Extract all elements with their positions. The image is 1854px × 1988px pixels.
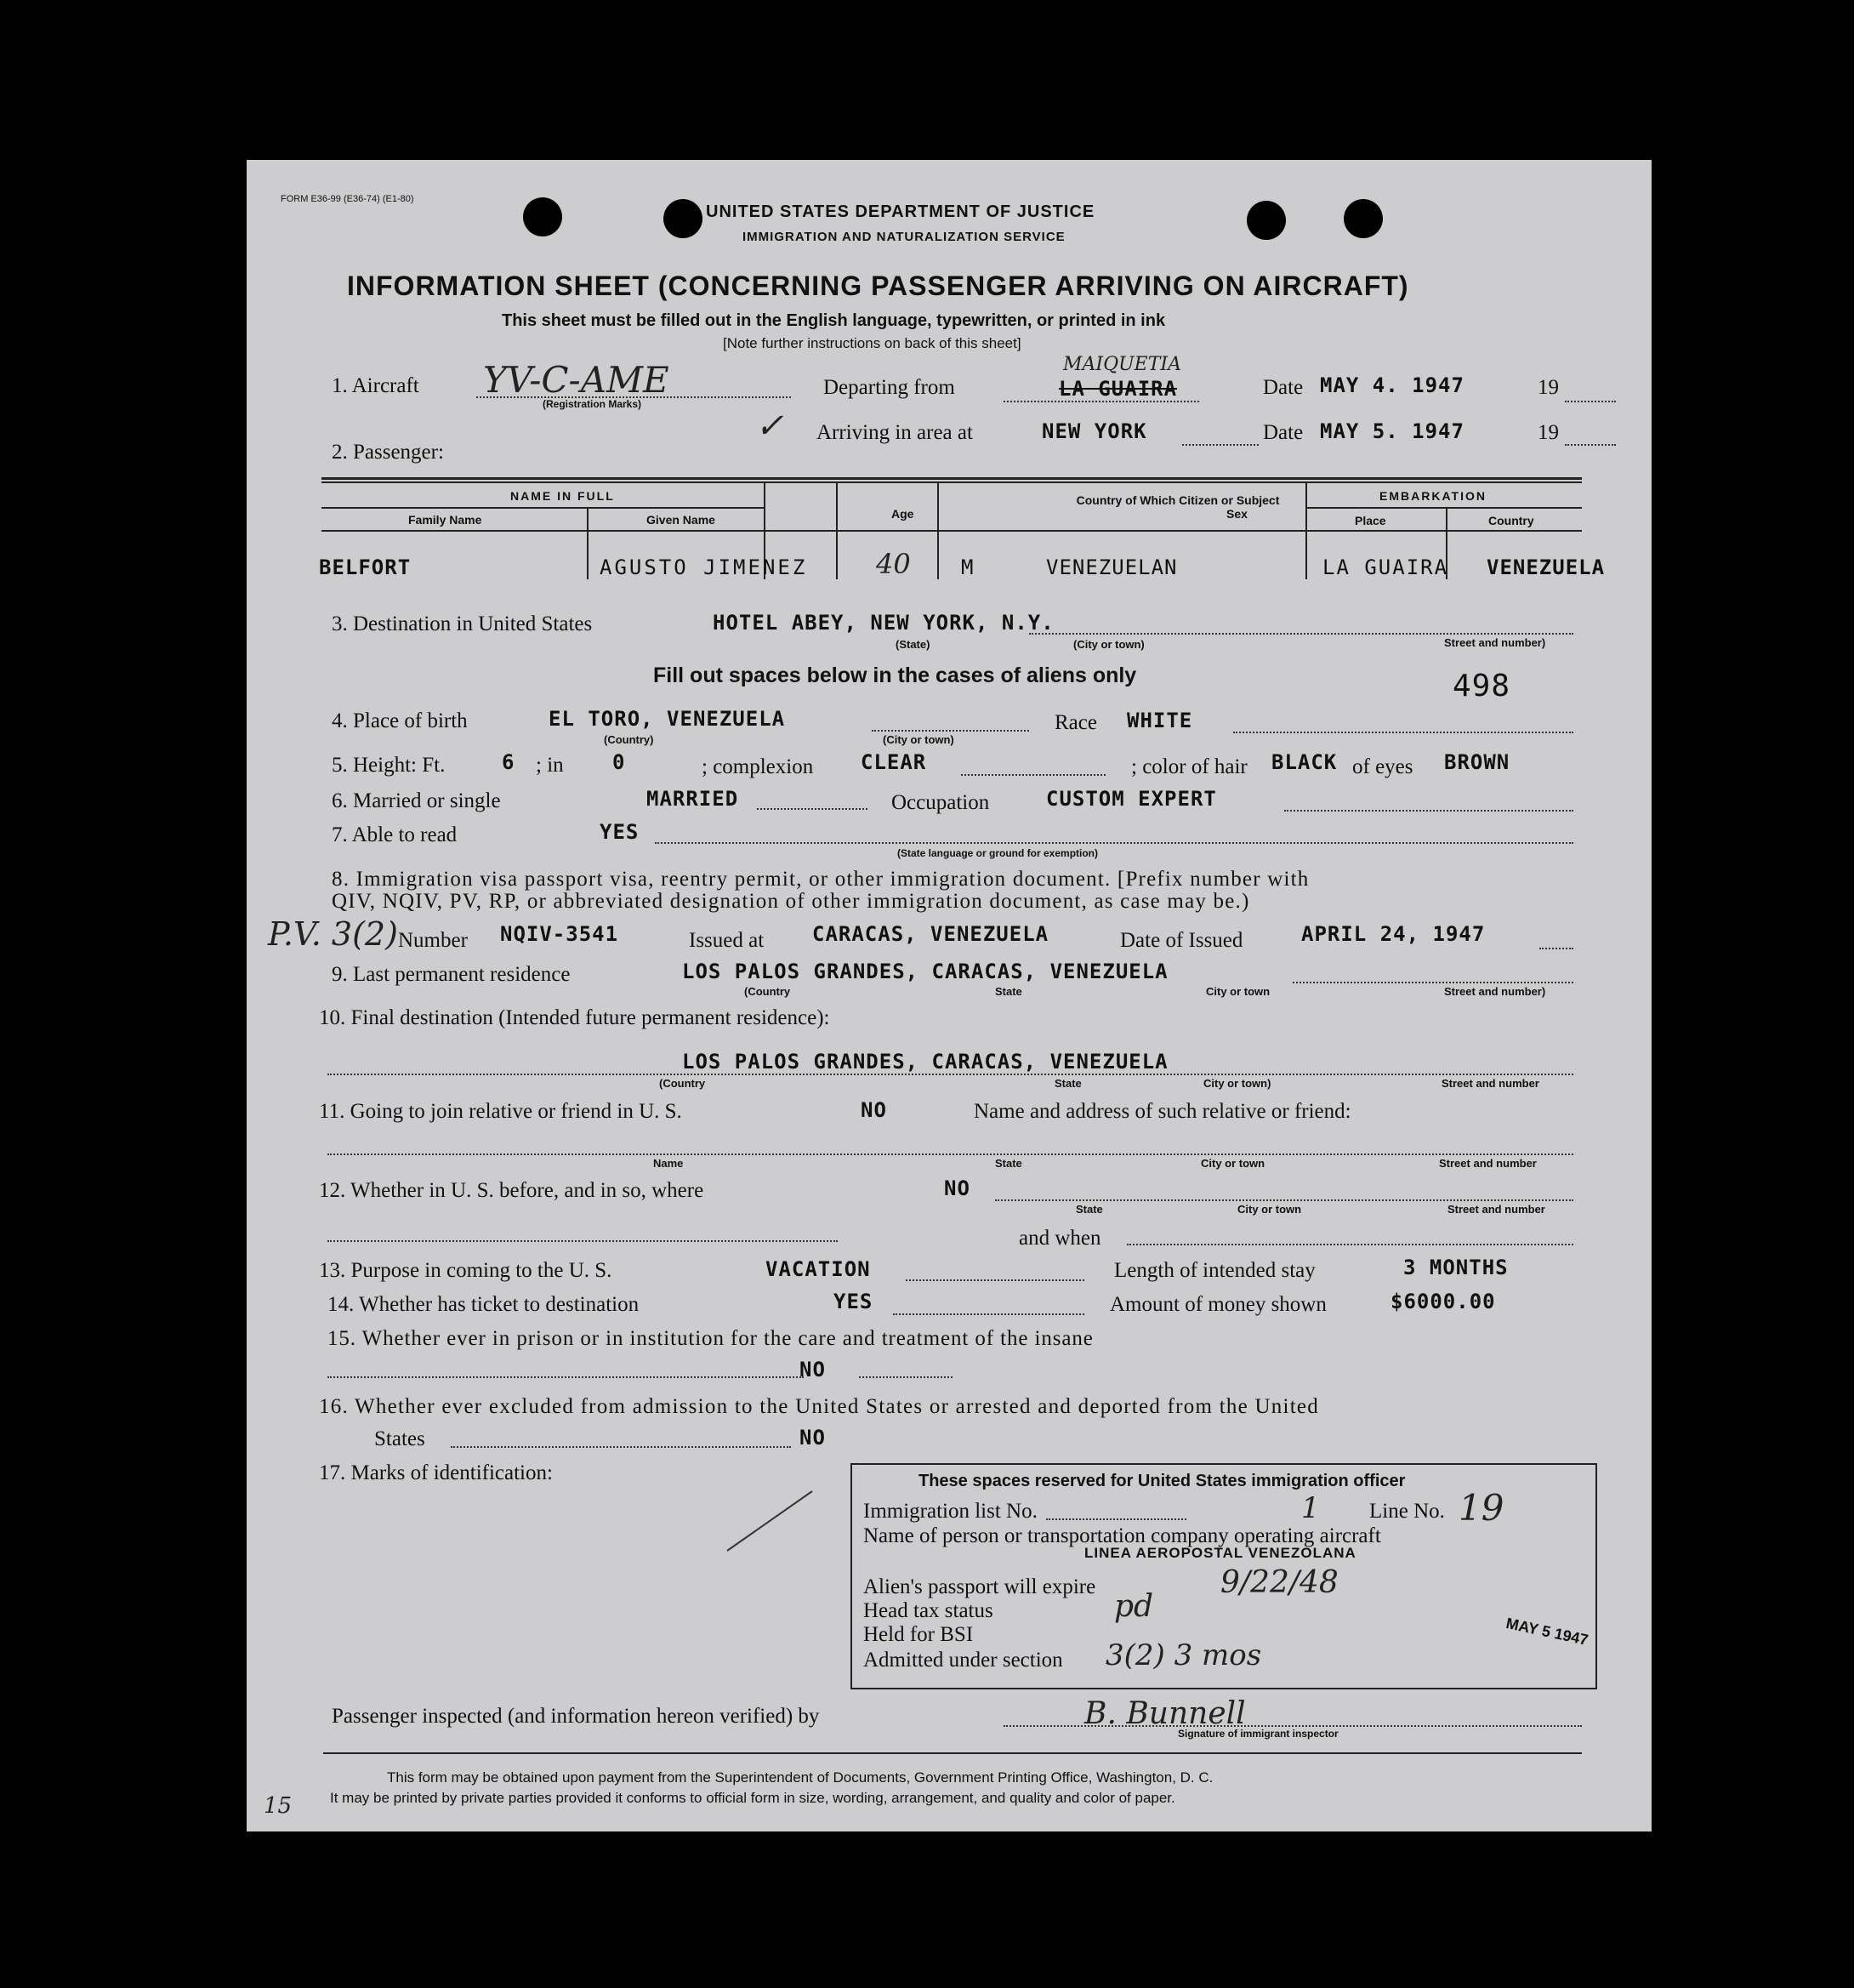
caption-state: State: [1055, 1077, 1082, 1090]
officer-box-title: These spaces reserved for United States immigration officer: [918, 1472, 1406, 1490]
q1-label: 1. Aircraft: [332, 374, 419, 397]
q6-label: 6. Married or single: [332, 789, 501, 812]
arrive-date-label: Date: [1263, 421, 1304, 444]
family-name: BELFORT: [319, 555, 412, 579]
caption-city: (City or town): [1073, 638, 1145, 651]
issue-date-label: Date of Issued: [1120, 929, 1243, 952]
aircraft-registration: YV-C-AME: [483, 359, 669, 401]
q16-label-cont: States: [374, 1427, 425, 1450]
read-caption: (State language or ground for exemption): [897, 847, 1099, 859]
punch-hole: [1344, 199, 1383, 238]
operator-label: Name of person or transportation company operating aircraft: [863, 1524, 1381, 1547]
complexion-value: CLEAR: [861, 750, 927, 774]
age-value: 40: [876, 548, 911, 580]
occupation-label: Occupation: [891, 791, 990, 814]
caption-state: State: [995, 1157, 1022, 1170]
q17-label: 17. Marks of identification:: [319, 1461, 553, 1484]
caption-name: Name: [653, 1157, 684, 1170]
margin-mark: 15: [264, 1793, 293, 1819]
embark-country: VENEZUELA: [1487, 555, 1606, 579]
depart-date: MAY 4. 1947: [1320, 373, 1464, 397]
arrive-date: MAY 5. 1947: [1320, 419, 1464, 443]
when-label: and when: [1019, 1227, 1101, 1250]
last-residence-value: LOS PALOS GRANDES, CARACAS, VENEZUELA: [682, 960, 1169, 983]
money-value: $6000.00: [1390, 1290, 1496, 1313]
q10-label: 10. Final destination (Intended future permanent residence):: [319, 1006, 830, 1029]
head-tax-value: pd: [1114, 1589, 1154, 1624]
prior-visit-value: NO: [944, 1176, 970, 1200]
q12-label: 12. Whether in U. S. before, and in so, where: [319, 1179, 704, 1202]
agency-name: UNITED STATES DEPARTMENT OF JUSTICE: [706, 202, 1095, 221]
hair-value: BLACK: [1271, 750, 1338, 774]
caption-city: City or town: [1206, 985, 1271, 998]
height-in: 0: [612, 750, 626, 774]
q7-label: 7. Able to read: [332, 823, 458, 846]
embark-place: LA GUAIRA: [1322, 555, 1449, 579]
occupation-value: CUSTOM EXPERT: [1046, 787, 1217, 811]
instruction-line: This sheet must be filled out in the English language, typewritten, or printed in ink: [502, 311, 1166, 330]
eyes-label: of eyes: [1352, 755, 1413, 778]
inspector-signature: B. Bunnell: [1084, 1696, 1246, 1731]
q3-label: 3. Destination in United States: [332, 612, 593, 635]
caption-city: City or town: [1237, 1203, 1302, 1216]
bsi-label: Held for BSI: [863, 1623, 974, 1646]
excluded-value: NO: [799, 1426, 826, 1450]
embarkation-header: EMBARKATION: [1379, 489, 1487, 503]
hair-label: ; color of hair: [1131, 755, 1248, 778]
departing-correction: MAIQUETIA: [1063, 354, 1181, 375]
inspected-label: Passenger inspected (and information hereon verified) by: [332, 1705, 820, 1728]
caption-street: Street and number: [1439, 1157, 1537, 1170]
citizen-header: Country of Which Citizen or Subject: [1076, 493, 1280, 507]
immigration-list-value: 1: [1301, 1491, 1320, 1525]
caption-city: City or town): [1203, 1077, 1271, 1090]
arriving-value: NEW YORK: [1042, 419, 1147, 443]
given-name-header: Given Name: [646, 513, 715, 527]
q9-label: 9. Last permanent residence: [332, 963, 571, 986]
ticket-value: YES: [833, 1290, 873, 1313]
sex-value: M: [961, 555, 975, 579]
admitted-value: 3(2) 3 mos: [1106, 1638, 1262, 1672]
punch-hole: [523, 197, 562, 236]
operator-value: LINEA AEROPOSTAL VENEZOLANA: [1084, 1545, 1356, 1561]
footer-line-2: It may be printed by private parties provided it conforms to official form in size, wording, arrangement, and quality and color of paper.: [330, 1790, 1175, 1806]
aliens-only-heading: Fill out spaces below in the cases of aliens only: [653, 664, 1137, 687]
caption-country: (Country: [659, 1077, 706, 1090]
caption-state: (State): [896, 638, 930, 651]
issue-date: APRIL 24, 1947: [1301, 922, 1486, 946]
race-value: WHITE: [1127, 709, 1193, 732]
q8-line1: 8. Immigration visa passport visa, reentry permit, or other immigration document. [Prefix number with: [332, 868, 1310, 891]
departing-label: Departing from: [823, 376, 955, 399]
arrive-date-suffix: 19: [1538, 421, 1559, 444]
purpose-value: VACATION: [765, 1257, 871, 1281]
caption-country: (Country: [744, 985, 791, 998]
height-ft: 6: [502, 750, 515, 774]
punch-hole: [663, 199, 702, 238]
visa-number: NQIV-3541: [500, 922, 619, 946]
race-label: Race: [1055, 711, 1097, 734]
signature-caption: Signature of immigrant inspector: [1178, 1728, 1339, 1740]
age-header: Age: [891, 507, 914, 521]
citizen-value: VENEZUELAN: [1046, 555, 1178, 579]
caption-street: Street and number): [1444, 985, 1546, 998]
handwritten-stroke: [723, 1487, 816, 1555]
q16-label: 16. Whether ever excluded from admission to the United States or arrested and deported from the United: [319, 1395, 1320, 1418]
passport-expire-value: 9/22/48: [1220, 1565, 1339, 1600]
immigration-list-label: Immigration list No.: [863, 1500, 1038, 1523]
depart-date-label: Date: [1263, 376, 1304, 399]
q5-label: 5. Height: Ft.: [332, 754, 446, 777]
table-top-rule: [321, 477, 1582, 480]
q14-label: 14. Whether has ticket to destination: [327, 1293, 640, 1316]
departing-value: LA GUAIRA: [1059, 377, 1178, 401]
caption-city: (City or town): [883, 733, 954, 746]
passport-expire-label: Alien's passport will expire: [863, 1575, 1096, 1598]
arriving-label: Arriving in area at: [816, 421, 973, 444]
name-in-full-header: NAME IN FULL: [510, 489, 615, 503]
margin-note: P.V. 3(2): [268, 915, 398, 953]
q13-label: 13. Purpose in coming to the U. S.: [319, 1259, 612, 1282]
instruction-note: [Note further instructions on back of this sheet]: [723, 335, 1021, 351]
caption-street: Street and number): [1444, 636, 1546, 649]
form-sheet: [247, 160, 1652, 1831]
head-tax-label: Head tax status: [863, 1599, 993, 1622]
stay-label: Length of intended stay: [1114, 1259, 1316, 1282]
admission-stamp-date: MAY 5 1947: [1504, 1615, 1590, 1649]
caption-city: City or town: [1201, 1157, 1265, 1170]
eyes-value: BROWN: [1444, 750, 1510, 774]
form-title: INFORMATION SHEET (CONCERNING PASSENGER ARRIVING ON AIRCRAFT): [347, 271, 1409, 301]
issued-at-value: CARACAS, VENEZUELA: [812, 922, 1049, 946]
caption-country: (Country): [604, 733, 654, 746]
line-number-value: 19: [1459, 1487, 1504, 1529]
stay-value: 3 MONTHS: [1403, 1256, 1509, 1279]
registration-caption: (Registration Marks): [543, 398, 642, 410]
final-destination-value: LOS PALOS GRANDES, CARACAS, VENEZUELA: [682, 1050, 1169, 1074]
join-relative-value: NO: [861, 1098, 887, 1122]
height-in-label: ; in: [536, 754, 564, 777]
read-value: YES: [600, 820, 640, 844]
place-header: Place: [1355, 514, 1386, 527]
birthplace-value: EL TORO, VENEZUELA: [549, 707, 786, 731]
q11-label: 11. Going to join relative or friend in U. S.: [319, 1100, 682, 1123]
complexion-label: ; complexion: [702, 755, 814, 778]
depart-date-suffix: 19: [1538, 376, 1559, 399]
admitted-label: Admitted under section: [863, 1649, 1063, 1672]
marital-value: MARRIED: [646, 787, 739, 811]
sex-header: Sex: [1226, 507, 1248, 521]
destination-value: HOTEL ABEY, NEW YORK, N.Y.: [713, 611, 1055, 635]
q15-label: 15. Whether ever in prison or in institution for the care and treatment of the insane: [327, 1327, 1094, 1350]
money-label: Amount of money shown: [1110, 1293, 1327, 1316]
caption-state: State: [1076, 1203, 1103, 1216]
prison-value: NO: [799, 1358, 826, 1381]
footer-line-1: This form may be obtained upon payment from the Superintendent of Documents, Government Printing Office, Washington, D. C.: [387, 1769, 1214, 1786]
family-name-header: Family Name: [408, 513, 482, 527]
q4-label: 4. Place of birth: [332, 709, 468, 732]
caption-state: State: [995, 985, 1022, 998]
q2-label: 2. Passenger:: [332, 441, 444, 464]
check-mark: ✓: [755, 407, 784, 446]
embark-country-header: Country: [1488, 514, 1534, 527]
line-number-label: Line No.: [1369, 1500, 1445, 1523]
relative-name-label: Name and address of such relative or friend:: [974, 1100, 1351, 1123]
form-number: FORM E36-99 (E36-74) (E1-80): [281, 194, 414, 204]
issued-at-label: Issued at: [689, 929, 765, 952]
caption-street: Street and number: [1447, 1203, 1545, 1216]
given-name: AGUSTO JIMENEZ: [600, 555, 808, 579]
q8-line2: QIV, NQIV, PV, RP, or abbreviated designation of other immigration document, as case may be.): [332, 890, 1250, 913]
caption-street: Street and number: [1442, 1077, 1539, 1090]
visa-number-label: Number: [398, 929, 468, 952]
stamp-number: 498: [1453, 669, 1511, 703]
agency-subname: IMMIGRATION AND NATURALIZATION SERVICE: [742, 230, 1066, 244]
